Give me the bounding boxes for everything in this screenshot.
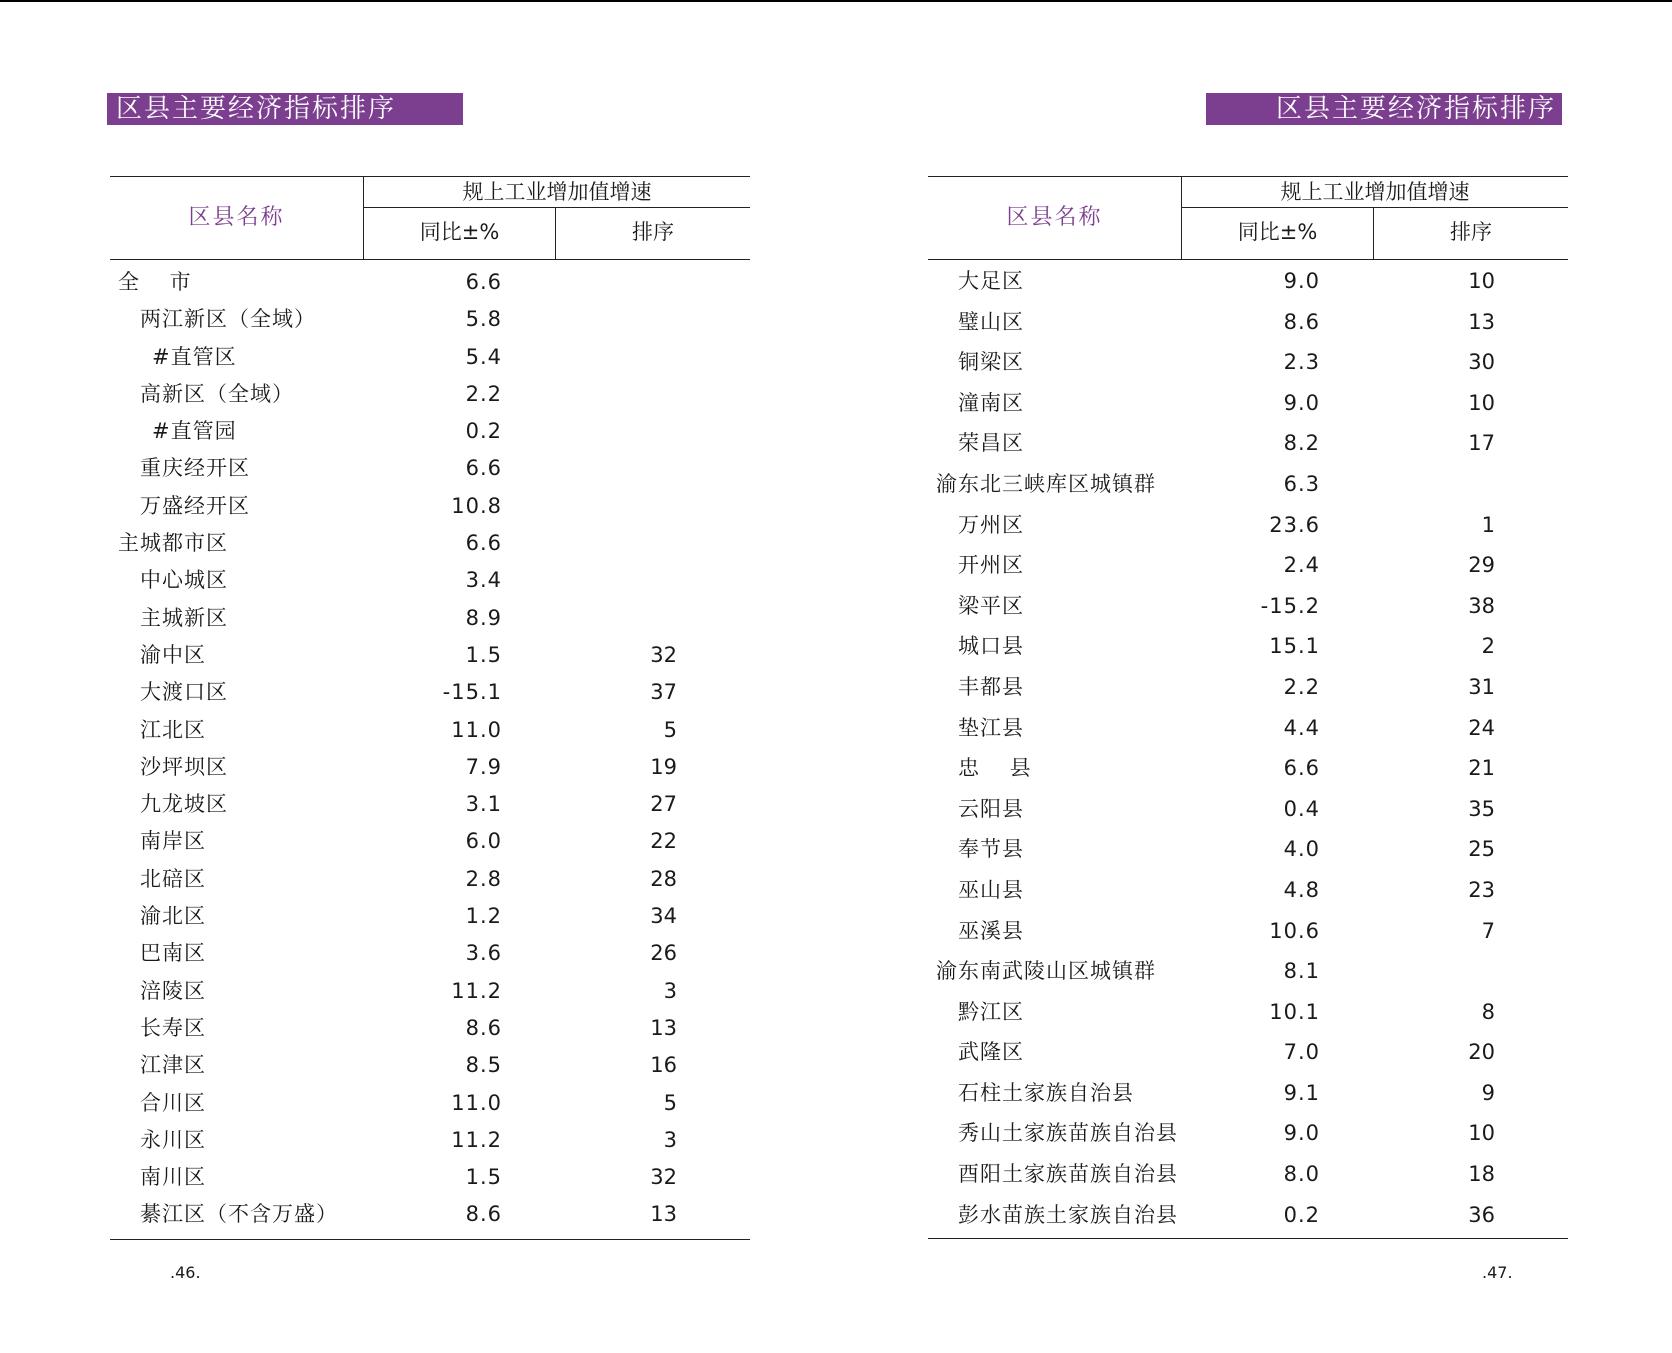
table-row (928, 545, 1568, 586)
table-row (928, 383, 1568, 424)
rank-cell: 21 (1468, 756, 1495, 781)
table-row (928, 1073, 1568, 1114)
rank-cell: 23 (1468, 877, 1495, 902)
header-industrial-growth: 规上工业增加值增速 (1182, 177, 1568, 208)
district-name-cell: 忠 县 (958, 756, 1032, 781)
yoy-value-cell: 6.6 (465, 531, 502, 556)
rank-cell: 25 (1468, 837, 1495, 862)
table-row (110, 450, 750, 487)
table-row (928, 1195, 1568, 1236)
yoy-value-cell: 3.6 (465, 941, 502, 966)
district-name-cell: 开州区 (958, 553, 1024, 578)
rank-cell: 36 (1468, 1202, 1495, 1227)
district-name-cell: 南川区 (140, 1165, 206, 1190)
table-row (110, 749, 750, 786)
table-row (110, 1085, 750, 1122)
table-row (110, 301, 750, 338)
district-name-cell: 黔江区 (958, 999, 1024, 1024)
district-name-cell: 涪陵区 (140, 978, 206, 1003)
yoy-value-cell: 1.5 (465, 642, 502, 667)
rank-cell: 10 (1468, 269, 1495, 293)
district-name-cell: 长寿区 (140, 1015, 206, 1040)
yoy-value-cell: 3.4 (465, 568, 502, 593)
table-row (110, 861, 750, 898)
table-row (110, 786, 750, 823)
yoy-value-cell: 8.5 (465, 1053, 502, 1078)
table-row (110, 823, 750, 860)
table-row (928, 911, 1568, 952)
district-name-cell: 九龙坡区 (140, 792, 228, 817)
district-name-cell: 彭水苗族土家族自治县 (958, 1202, 1178, 1227)
district-name-cell: 渝东北三峡库区城镇群 (936, 471, 1156, 496)
table-row (928, 748, 1568, 789)
table-body (928, 260, 1568, 1239)
yoy-value-cell: 2.8 (465, 866, 502, 891)
table-row (928, 708, 1568, 749)
table-row (110, 264, 750, 301)
table-header (110, 176, 750, 260)
rank-cell: 1 (1481, 512, 1495, 537)
rank-cell: 13 (650, 1015, 677, 1040)
district-name-cell: 高新区（全域） (140, 381, 294, 406)
table-row (928, 626, 1568, 667)
table-row (928, 667, 1568, 708)
yoy-value-cell: 11.2 (451, 978, 502, 1003)
table-header (928, 176, 1568, 260)
yoy-value-cell: 2.2 (1283, 674, 1320, 699)
district-name-cell: 潼南区 (958, 390, 1024, 415)
district-name-cell: 渝北区 (140, 904, 206, 929)
district-name-cell: 巴南区 (140, 941, 206, 966)
yoy-value-cell: 4.4 (1283, 715, 1320, 740)
district-name-cell: 中心城区 (140, 568, 228, 593)
rank-cell: 37 (650, 680, 677, 705)
district-name-cell: 江北区 (140, 717, 206, 742)
yoy-value-cell: 4.0 (1283, 837, 1320, 862)
rank-cell: 13 (650, 1202, 677, 1227)
yoy-value-cell: 0.2 (465, 419, 502, 444)
yoy-value-cell: 9.1 (1283, 1080, 1320, 1105)
indicator-table (928, 176, 1568, 1239)
table-row (110, 712, 750, 749)
district-name-cell: 渝东南武陵山区城镇群 (936, 959, 1156, 984)
header-yoy: 同比±% (1182, 208, 1374, 259)
yoy-value-cell: 5.8 (465, 307, 502, 332)
yoy-value-cell: 9.0 (1283, 1121, 1320, 1146)
yoy-value-cell: 8.2 (1283, 431, 1320, 456)
rank-cell: 16 (650, 1053, 677, 1078)
rank-cell: 32 (650, 642, 677, 667)
table-row (928, 423, 1568, 464)
rank-cell: 35 (1468, 796, 1495, 821)
district-name-cell: 巫溪县 (958, 918, 1024, 943)
rank-cell: 9 (1481, 1080, 1495, 1105)
yoy-value-cell: 6.0 (465, 829, 502, 854)
header-district-name: 区县名称 (110, 177, 364, 259)
table-row (110, 1047, 750, 1084)
yoy-value-cell: 6.6 (465, 270, 502, 294)
rank-cell: 32 (650, 1165, 677, 1190)
rank-cell: 18 (1468, 1162, 1495, 1187)
rank-cell: 5 (663, 1090, 677, 1115)
table-row (928, 261, 1568, 302)
yoy-value-cell: 23.6 (1269, 512, 1320, 537)
table-row (928, 1032, 1568, 1073)
table-row (928, 870, 1568, 911)
district-name-cell: 垫江县 (958, 715, 1024, 740)
district-name-cell: 璧山区 (958, 309, 1024, 334)
yoy-value-cell: 6.6 (465, 456, 502, 481)
table-row (110, 376, 750, 413)
district-name-cell: 大渡口区 (140, 680, 228, 705)
yoy-value-cell: -15.1 (442, 680, 502, 705)
table-row (928, 302, 1568, 343)
yoy-value-cell: 5.4 (465, 344, 502, 369)
header-rank: 排序 (632, 220, 674, 244)
rank-cell: 17 (1468, 431, 1495, 456)
table-row (110, 1122, 750, 1159)
table-row (928, 992, 1568, 1033)
right-page (836, 0, 1672, 1353)
yoy-value-cell: 8.6 (465, 1202, 502, 1227)
yoy-value-cell: 8.1 (1283, 959, 1320, 984)
yoy-value-cell: 0.4 (1283, 796, 1320, 821)
table-row (928, 789, 1568, 830)
table-row (110, 1196, 750, 1233)
district-name-cell: 江津区 (140, 1053, 206, 1078)
yoy-value-cell: 8.6 (1283, 309, 1320, 334)
indicator-table (110, 176, 750, 1240)
rank-cell: 8 (1481, 999, 1495, 1024)
district-name-cell: 主城都市区 (118, 531, 228, 556)
yoy-value-cell: 2.2 (465, 381, 502, 406)
page-number: .47. (1482, 1263, 1513, 1282)
rank-cell: 31 (1468, 674, 1495, 699)
district-name-cell: 荣昌区 (958, 431, 1024, 456)
rank-cell: 26 (650, 941, 677, 966)
table-row (110, 562, 750, 599)
table-row (110, 1010, 750, 1047)
district-name-cell: 渝中区 (140, 642, 206, 667)
yoy-value-cell: 8.6 (465, 1015, 502, 1040)
header-rank: 排序 (1450, 220, 1492, 244)
yoy-value-cell: 15.1 (1269, 634, 1320, 659)
header-industrial-growth: 规上工业增加值增速 (364, 177, 750, 208)
yoy-value-cell: 10.1 (1269, 999, 1320, 1024)
rank-cell: 7 (1481, 918, 1495, 943)
district-name-cell: 万盛经开区 (140, 493, 250, 518)
yoy-value-cell: 10.8 (451, 493, 502, 518)
page-number: .46. (170, 1263, 201, 1282)
district-name-cell: #直管区 (152, 344, 237, 369)
table-body (110, 260, 750, 1240)
yoy-value-cell: 2.4 (1283, 553, 1320, 578)
table-row (110, 674, 750, 711)
table-row (928, 1113, 1568, 1154)
yoy-value-cell: 6.6 (1283, 756, 1320, 781)
yoy-value-cell: 8.0 (1283, 1162, 1320, 1187)
yoy-value-cell: 11.2 (451, 1127, 502, 1152)
rank-cell: 38 (1468, 593, 1495, 618)
district-name-cell: 重庆经开区 (140, 456, 250, 481)
yoy-value-cell: 7.9 (465, 754, 502, 779)
header-district-name: 区县名称 (928, 177, 1182, 259)
yoy-value-cell: -15.2 (1260, 593, 1320, 618)
rank-cell: 29 (1468, 553, 1495, 578)
table-row (110, 488, 750, 525)
district-name-cell: 合川区 (140, 1090, 206, 1115)
district-name-cell: 沙坪坝区 (140, 754, 228, 779)
yoy-value-cell: 1.5 (465, 1165, 502, 1190)
yoy-value-cell: 8.9 (465, 605, 502, 630)
table-row (928, 586, 1568, 627)
district-name-cell: 主城新区 (140, 605, 228, 630)
table-row (110, 935, 750, 972)
rank-cell: 19 (650, 754, 677, 779)
yoy-value-cell: 6.3 (1283, 471, 1320, 496)
district-name-cell: 大足区 (958, 269, 1024, 293)
district-name-cell: 梁平区 (958, 593, 1024, 618)
yoy-value-cell: 3.1 (465, 792, 502, 817)
table-row (110, 413, 750, 450)
table-row (110, 973, 750, 1010)
table-row (110, 525, 750, 562)
table-row (928, 342, 1568, 383)
section-banner: 区县主要经济指标排序 (1206, 93, 1562, 125)
table-row (110, 1159, 750, 1196)
district-name-cell: 两江新区（全域） (140, 307, 316, 332)
yoy-value-cell: 10.6 (1269, 918, 1320, 943)
rank-cell: 34 (650, 904, 677, 929)
district-name-cell: 秀山土家族苗族自治县 (958, 1121, 1178, 1146)
yoy-value-cell: 7.0 (1283, 1040, 1320, 1065)
district-name-cell: 全 市 (118, 270, 192, 294)
section-banner: 区县主要经济指标排序 (107, 93, 463, 125)
rank-cell: 3 (663, 978, 677, 1003)
district-name-cell: 酉阳土家族苗族自治县 (958, 1162, 1178, 1187)
rank-cell: 2 (1481, 634, 1495, 659)
yoy-value-cell: 11.0 (451, 1090, 502, 1115)
rank-cell: 22 (650, 829, 677, 854)
table-row (110, 637, 750, 674)
district-name-cell: 万州区 (958, 512, 1024, 537)
district-name-cell: #直管园 (152, 419, 237, 444)
rank-cell: 30 (1468, 350, 1495, 375)
district-name-cell: 綦江区（不含万盛） (140, 1202, 338, 1227)
yoy-value-cell: 4.8 (1283, 877, 1320, 902)
rank-cell: 13 (1468, 309, 1495, 334)
yoy-value-cell: 9.0 (1283, 390, 1320, 415)
yoy-value-cell: 9.0 (1283, 269, 1320, 293)
district-name-cell: 石柱土家族自治县 (958, 1080, 1134, 1105)
yoy-value-cell: 1.2 (465, 904, 502, 929)
district-name-cell: 城口县 (958, 634, 1024, 659)
rank-cell: 27 (650, 792, 677, 817)
yoy-value-cell: 2.3 (1283, 350, 1320, 375)
table-row (928, 1154, 1568, 1195)
district-name-cell: 丰都县 (958, 674, 1024, 699)
table-row (110, 600, 750, 637)
district-name-cell: 南岸区 (140, 829, 206, 854)
table-row (928, 829, 1568, 870)
district-name-cell: 奉节县 (958, 837, 1024, 862)
rank-cell: 20 (1468, 1040, 1495, 1065)
district-name-cell: 巫山县 (958, 877, 1024, 902)
yoy-value-cell: 11.0 (451, 717, 502, 742)
rank-cell: 28 (650, 866, 677, 891)
table-row (928, 505, 1568, 546)
table-row (110, 898, 750, 935)
yoy-value-cell: 0.2 (1283, 1202, 1320, 1227)
district-name-cell: 铜梁区 (958, 350, 1024, 375)
table-row (928, 951, 1568, 992)
district-name-cell: 武隆区 (958, 1040, 1024, 1065)
rank-cell: 24 (1468, 715, 1495, 740)
table-row (110, 339, 750, 376)
rank-cell: 3 (663, 1127, 677, 1152)
rank-cell: 10 (1468, 390, 1495, 415)
district-name-cell: 云阳县 (958, 796, 1024, 821)
rank-cell: 5 (663, 717, 677, 742)
rank-cell: 10 (1468, 1121, 1495, 1146)
table-row (928, 464, 1568, 505)
header-yoy: 同比±% (364, 208, 556, 259)
district-name-cell: 北碚区 (140, 866, 206, 891)
district-name-cell: 永川区 (140, 1127, 206, 1152)
